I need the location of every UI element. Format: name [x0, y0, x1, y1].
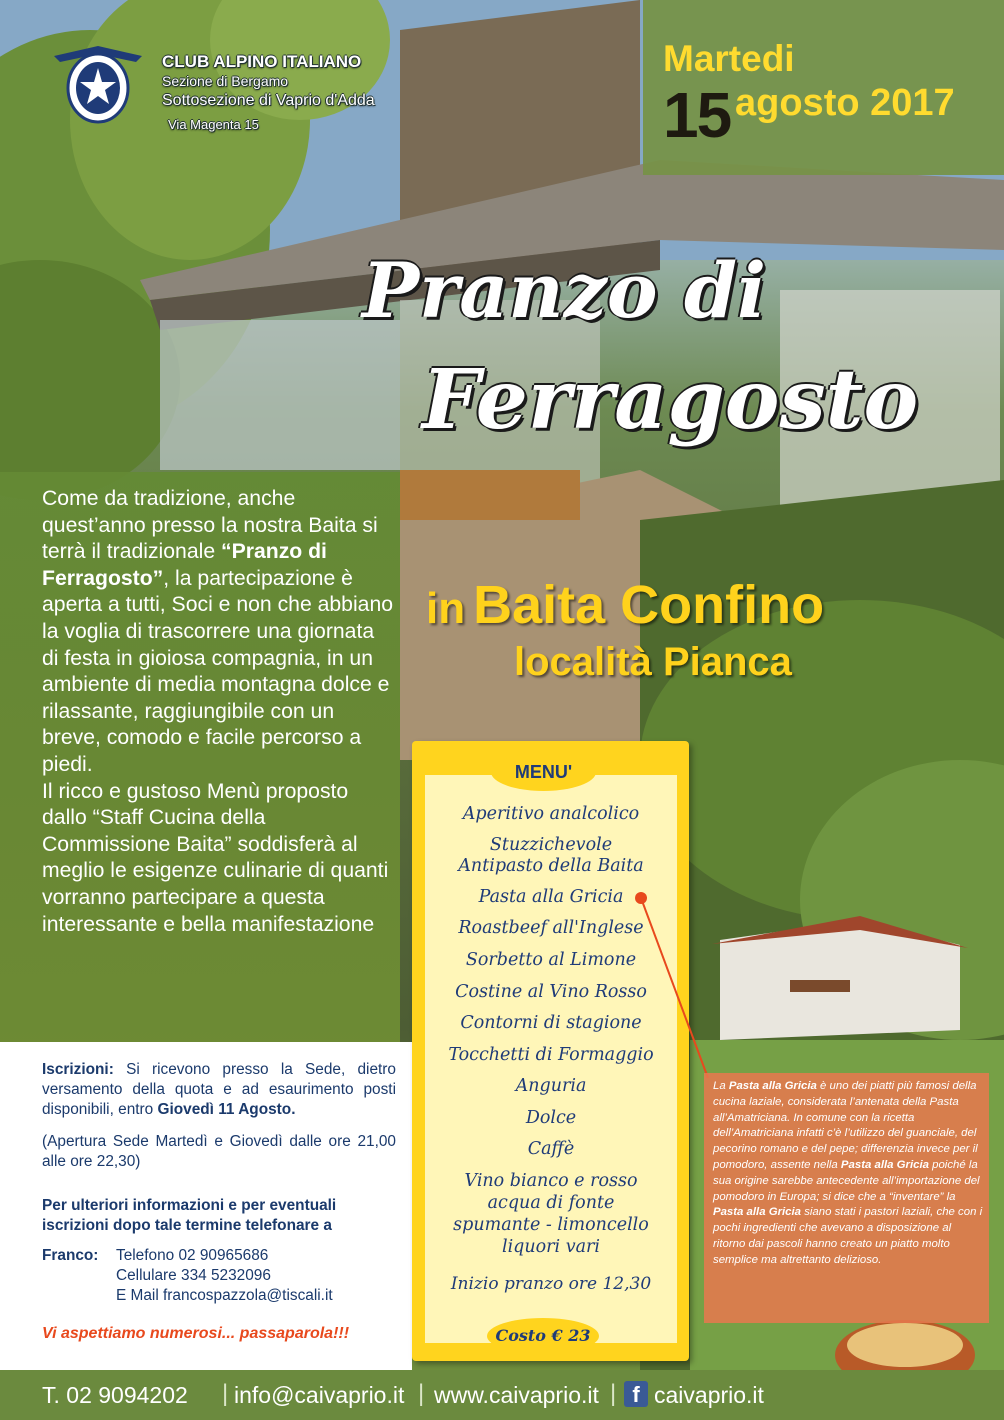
menu-item: Tocchetti di Formaggio [448, 1045, 654, 1065]
menu-item: spumante - limoncello [453, 1215, 649, 1235]
facebook-icon[interactable]: f [624, 1381, 648, 1407]
venue-locality: località Pianca [514, 640, 792, 684]
menu-item: Vino bianco e rosso [464, 1171, 638, 1191]
closing-line: Vi aspettiamo numerosi... passaparola!!! [42, 1325, 350, 1342]
note-text-part: siano stati i pastori laziali, che con i pochi ingredienti che avevano a disposizione al ritorno dai pascoli hanno creato un piatto molto semplice ma altrettanto delizioso. [713, 1206, 983, 1266]
footer-email[interactable]: info@caivaprio.it [234, 1382, 405, 1408]
registration-label: Iscrizioni: [42, 1061, 114, 1078]
registration-deadline: Giovedì 11 Agosto. [157, 1101, 296, 1118]
menu-item: Aperitivo analcolico [462, 804, 640, 824]
intro-event-name: “Pranzo di Ferragosto” [42, 540, 327, 590]
menu-title: MENU' [514, 762, 573, 782]
event-title-line1: Pranzo di [362, 246, 767, 335]
more-info: Per ulteriori informazioni e per eventuali iscrizioni dopo tale termine telefonare a [42, 1197, 337, 1234]
footer-separator: | [222, 1380, 229, 1407]
menu-item: Roastbeef all'Inglese [458, 918, 644, 938]
footer-separator: | [418, 1380, 425, 1407]
lunch-start-time: Inizio pranzo ore 12,30 [450, 1274, 652, 1294]
menu-item: Anguria [515, 1076, 587, 1096]
footer-facebook[interactable]: caivaprio.it [654, 1382, 764, 1408]
venue-prefix: in [426, 584, 466, 633]
contact-mobile[interactable]: Cellulare 334 5232096 [116, 1267, 271, 1284]
event-day-number: 15 [663, 79, 731, 151]
venue-name: Baita Confino [473, 575, 825, 635]
menu-item: Antipasto della Baita [458, 856, 644, 876]
opening-hours: (Apertura Sede Martedì e Giovedì dalle ore 21,00 alle ore 22,30) [42, 1133, 396, 1170]
note-term: Pasta alla Gricia [728, 1080, 817, 1092]
menu-item: Stuzzichevole [489, 835, 613, 855]
org-name: CLUB ALPINO ITALIANO [162, 52, 362, 71]
note-text-part: La [713, 1080, 729, 1092]
intro-text-part: Come da tradizione, anche quest’anno presso la nostra Baita si terrà il tradizionale [42, 487, 378, 564]
registration-text: Si ricevono presso la Sede, dietro versamento della quota e ad esaurimento posti disponibili, entro [42, 1061, 396, 1118]
note-text-part: è uno dei piatti più famosi della cucina laziale, considerata l’antenata della Pasta all’Amatriciana. In comune con la ricetta dell’Amatriciana infatti c’è l’utilizzo del guanciale, del pecorino romano e del pepe; differenzia invece per il pomodoro, assente nella [713, 1080, 978, 1171]
event-title-line2: Ferragosto [422, 352, 919, 448]
note-text-part: poiché la sua origine sarebbe antecedente all’importazione del pomodoro in Europa; si dice che a “inventare” la [713, 1158, 980, 1203]
contact-name: Franco: [42, 1247, 99, 1264]
gricia-note-text [713, 1079, 985, 1269]
footer-website[interactable]: www.caivaprio.it [434, 1382, 599, 1408]
intro-paragraph-2: Il ricco e gustoso Menù proposto dallo “Staff Cucina della Commissione Baita” soddisferà al meglio le esigenze culinarie di quanti vorranno partecipare a questa interessante e bella manifestazione [42, 779, 389, 936]
menu-item: Caffè [527, 1139, 575, 1159]
note-term: Pasta alla Gricia [713, 1206, 802, 1219]
menu-item: Costine al Vino Rosso [455, 982, 647, 1002]
footer-separator: | [610, 1380, 617, 1407]
subsection-name: Sottosezione di Vaprio d'Adda [162, 92, 375, 109]
menu-item: Sorbetto al Limone [465, 950, 637, 970]
event-weekday: Martedi [663, 38, 795, 79]
menu-item: Dolce [525, 1108, 577, 1128]
menu-item: Contorni di stagione [460, 1013, 642, 1033]
menu-item: Pasta alla Gricia [478, 887, 624, 907]
menu-item: acqua di fonte [487, 1193, 615, 1213]
intro-text-part: , la partecipazione è aperta a tutti, Soci e non che abbiano la voglia di trascorrere una giornata di festa in gioiosa compagnia, in un ambiente di media montagna dolce e rilassante, raggiungibile con un breve, comodo e facile percorso a piedi. [42, 566, 394, 776]
pointer-dot-icon [635, 892, 647, 904]
contact-email[interactable]: E Mail francospazzola@tiscali.it [116, 1287, 333, 1304]
note-term: Pasta alla Gricia [840, 1158, 929, 1171]
event-month-year: agosto 2017 [735, 82, 955, 124]
menu-item: liquori vari [501, 1237, 600, 1257]
footer-phone[interactable]: T. 02 9094202 [42, 1382, 188, 1408]
contact-phone[interactable]: Telefono 02 90965686 [116, 1247, 269, 1264]
menu-cost: Costo € 23 [495, 1326, 591, 1345]
address: Via Magenta 15 [168, 117, 259, 132]
section-name: Sezione di Bergamo [162, 73, 289, 89]
